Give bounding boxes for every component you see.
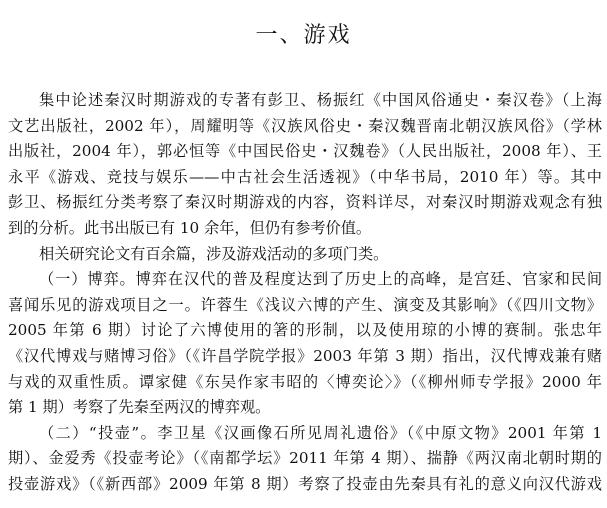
text-line: 2005 年第 6 期）讨论了六博使用的箸的形制，以及使用琼的小博的赛制。张忠年 — [8, 321, 602, 340]
text-line: 出版社，2004 年），郭必恒等《中国民俗史・汉魏卷》（人民出版社，2008 年）、王 — [8, 142, 602, 161]
text-line: 永平《游戏、竞技与娱乐——中古社会生活透视》（中华书局，2010 年）等。其中 — [8, 167, 602, 186]
text-line: 喜闻乐见的游戏项目之一。许蓉生《浅议六博的产生、演变及其影响》（《四川文物》 — [8, 295, 602, 314]
text-line: 期）、金爱秀《投壶考论》（《南都学坛》2011 年第 4 期）、揣静《两汉南北朝时期的 — [8, 449, 602, 468]
body-text — [8, 88, 602, 498]
text-line: 与戏的双重性质。谭家健《东吴作家韦昭的〈博奕论〉》（《柳州师专学报》2000 年 — [8, 372, 602, 391]
text-line: （一）博弈。博弈在汉代的普及程度达到了历史上的高峰，是宫廷、官家和民间 — [39, 270, 602, 289]
text-line: 到的分析。此书出版已有 10 余年，但仍有参考价值。 — [8, 218, 372, 237]
text-line: 集中论述秦汉时期游戏的专著有彭卫、杨振红《中国风俗通史・秦汉卷》（上海 — [39, 91, 602, 109]
text-line: 文艺出版社，2002 年），周耀明等《汉族风俗史・秦汉魏晋南北朝汉族风俗》（学林 — [8, 116, 602, 135]
text-line: 彭卫、杨振红分类考察了秦汉时期游戏的内容，资料详尽，对秦汉时期游戏观念有独 — [8, 193, 602, 212]
text-line: （二）“投壶”。李卫星《汉画像石所见周礼遗俗》（《中原文物》2001 年第 1 — [39, 423, 602, 442]
text-line: 第 1 期）考察了先秦至两汉的博弈观。 — [8, 398, 271, 417]
text-line: 投壶游戏》（《新西部》2009 年第 8 期）考察了投壶由先秦具有礼的意义向汉代游戏 — [8, 474, 602, 493]
section-heading: 一、游戏 — [255, 23, 352, 48]
text-line: 相关研究论文有百余篇，涉及游戏活动的多项门类。 — [39, 244, 389, 263]
text-line: 《汉代博戏与赌博习俗》（《许昌学院学报》2003 年第 3 期）指出，汉代博戏兼有赌 — [8, 346, 602, 365]
